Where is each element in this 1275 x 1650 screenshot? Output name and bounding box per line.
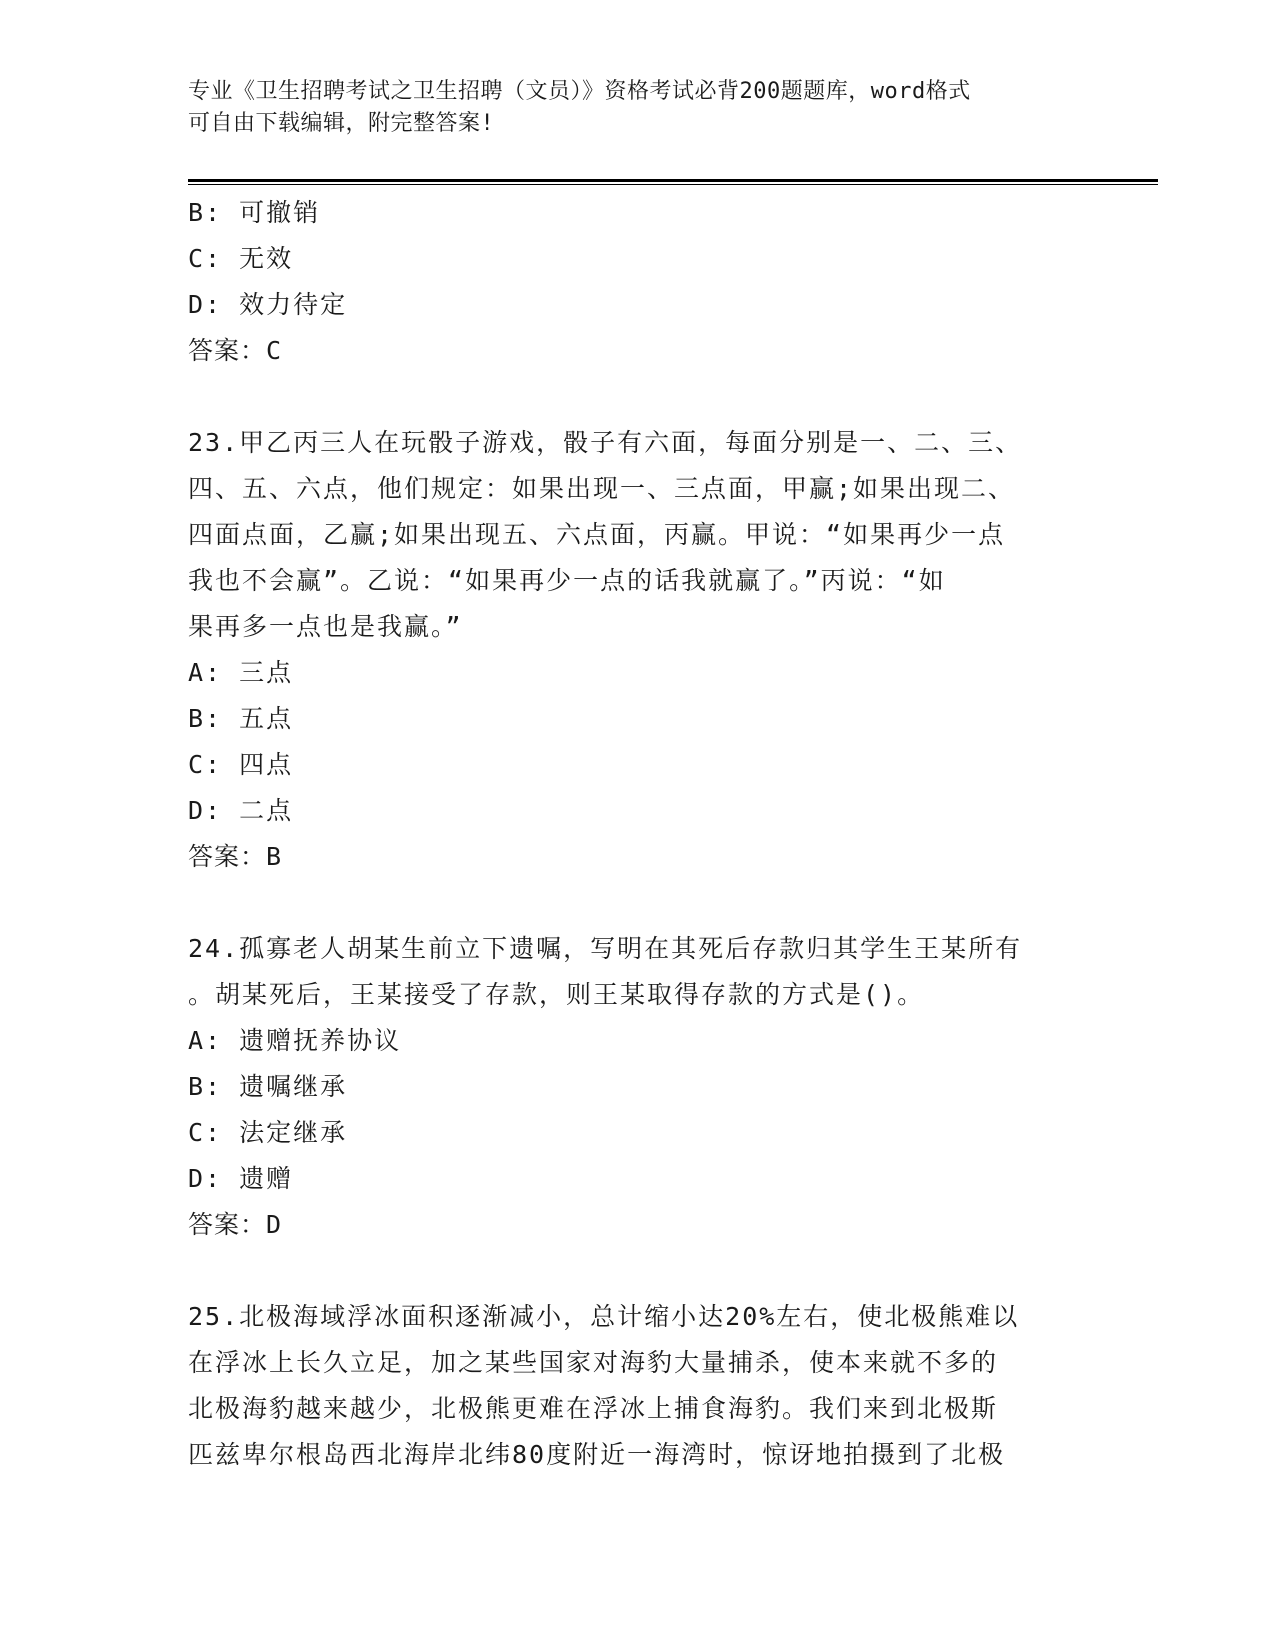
header-title-line-1: 专业《卫生招聘考试之卫生招聘（文员）》资格考试必背200题题库，word格式 — [188, 79, 971, 104]
question-stem-line: 果再多一点也是我赢。” — [188, 612, 463, 641]
question-spacer — [188, 880, 1078, 926]
option-a: A: 遗赠抚养协议 — [188, 1026, 402, 1055]
question-stem-line: 四、五、六点，他们规定：如果出现一、三点面，甲赢;如果出现二、 — [188, 474, 1016, 503]
header-rule-thick — [188, 179, 1158, 182]
question-24 — [188, 926, 1078, 1248]
question-stem-line: 23.甲乙丙三人在玩骰子游戏，骰子有六面，每面分别是一、二、三、 — [188, 428, 1023, 457]
question-stem-line: 北极海豹越来越少，北极熊更难在浮冰上捕食海豹。我们来到北极斯 — [188, 1394, 999, 1423]
option-b: B: 可撤销 — [188, 198, 321, 227]
question-25 — [188, 1294, 1078, 1478]
question-23 — [188, 420, 1078, 880]
question-stem-line: 在浮冰上长久立足，加之某些国家对海豹大量捕杀，使本来就不多的 — [188, 1348, 999, 1377]
option-d: D: 效力待定 — [188, 290, 348, 319]
option-c: C: 四点 — [188, 750, 294, 779]
question-spacer — [188, 374, 1078, 420]
answer: 答案：C — [188, 336, 283, 365]
option-c: C: 法定继承 — [188, 1118, 348, 1147]
answer: 答案：B — [188, 842, 283, 871]
document-header — [188, 76, 1068, 140]
question-stem-line: 24.孤寡老人胡某生前立下遗嘱，写明在其死后存款归其学生王某所有 — [188, 934, 1023, 963]
option-d: D: 遗赠 — [188, 1164, 294, 1193]
question-list — [188, 190, 1078, 1478]
option-b: B: 遗嘱继承 — [188, 1072, 348, 1101]
question-stem-line: 四面点面，乙赢;如果出现五、六点面，丙赢。甲说：“如果再少一点 — [188, 520, 1006, 549]
header-title-line-2: 可自由下载编辑，附完整答案! — [188, 111, 495, 136]
question-stem-line: 匹兹卑尔根岛西北海岸北纬80度附近一海湾时，惊讶地拍摄到了北极 — [188, 1440, 1006, 1469]
header-rule-thin — [188, 184, 1158, 185]
option-a: A: 三点 — [188, 658, 294, 687]
question-spacer — [188, 1248, 1078, 1294]
option-b: B: 五点 — [188, 704, 294, 733]
answer: 答案：D — [188, 1210, 283, 1239]
question-stem-line: 。胡某死后，王某接受了存款，则王某取得存款的方式是()。 — [188, 980, 925, 1009]
question-stem-line: 我也不会赢”。乙说：“如果再少一点的话我就赢了。”丙说：“如 — [188, 566, 946, 595]
option-c: C: 无效 — [188, 244, 294, 273]
question-stem-line: 25.北极海域浮冰面积逐渐减小，总计缩小达20%左右，使北极熊难以 — [188, 1302, 1020, 1331]
option-d: D: 二点 — [188, 796, 294, 825]
question-22-tail — [188, 190, 1078, 374]
